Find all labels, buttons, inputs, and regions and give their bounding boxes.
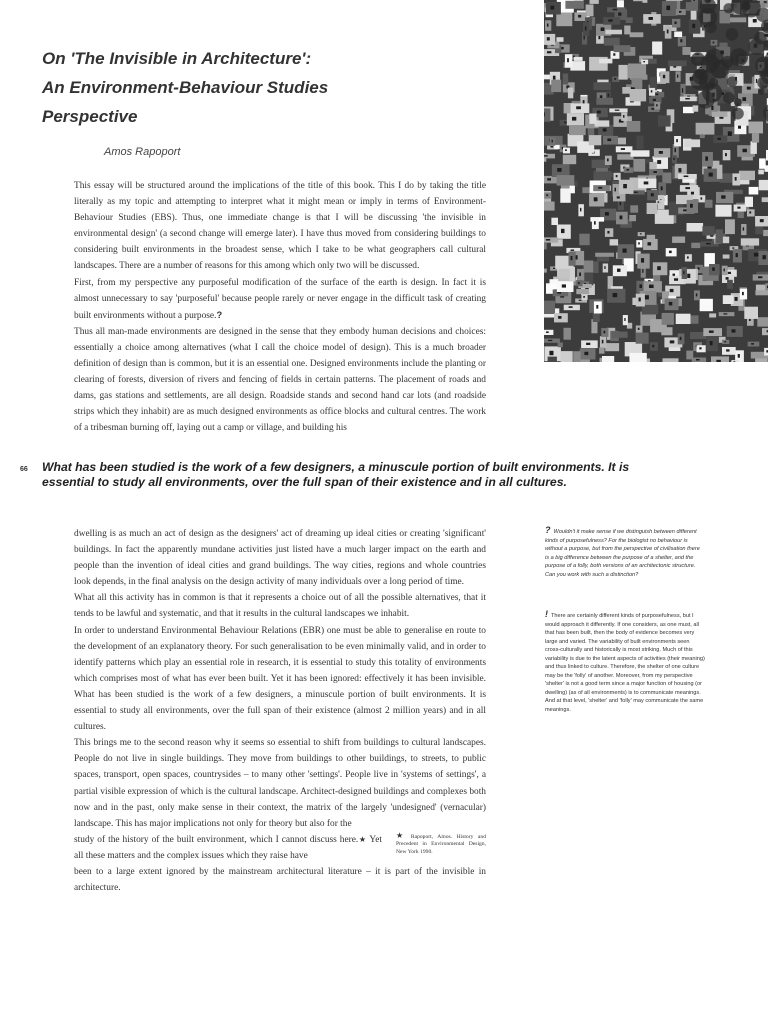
paragraph — [74, 275, 486, 324]
paragraph — [74, 832, 382, 864]
paragraph: Thus all man-made environments are designed in the sense that they embody human decisions and choices: essentially a choice among alternatives (what I call the choice model of design). This is a much broader definition of design than is common, but it is an essential one. Designed environments include the planting or clearing of forests, diversion of rivers and fencing of fields in certain patterns. The placement of roads and dams, gas stations and settlements, are all design. Roadside stands and second hand car lots (and roadside strips which they inhabit) are as much designed environments as office blocks and cultural centres. The work of a tribesman burning off, laying out a camp or village, and building his — [74, 326, 486, 434]
question-mark-glyph: ? — [216, 308, 223, 320]
paragraph: This essay will be structured around the implications of the title of this book. This I do by taking the title literally as my topic and attempting to interpret what it might mean or imply in terms of Environment-Behaviour Studies (EBS). Thus, one immediate change is that I will be discussing 'the invisible in environmental design' (a second change will emerge later). I have thus moved from considering buildings to considering built environments in the broadest sense, which I take to be what geographers call cultural landscapes. There are a number of reasons for this among which only two will be discussed. — [74, 181, 486, 272]
paragraph: This brings me to the second reason why it seems so essential to shift from buildings to cultural landscapes. People do not live in single buildings. They move from buildings to other buildings, to streets, to public spaces, transport, open spaces, countrysides – to many other 'settings'. People live in 'systems of settings', a partial visible expression of which is the cultural landscape. Architect-designed buildings and complexes both now and in the past, only make sense in their context, the matrix of the largely 'undesigned' (vernacular) landscape. This has major implications not only for theory but also for the — [74, 738, 486, 829]
title-line-2: An Environment-Behaviour Studies — [42, 78, 329, 97]
star-icon: ★ — [358, 834, 367, 844]
side-note-text: There are certainly different kinds of purposefulness, but I would approach it differently. If one considers, as one must, all that has been built, then the body of evidence becomes very large and varied. The variability of built environments seen cross-culturally and historically is most striking. Much of this variability is due to the latent aspects of activities (their meaning) and thus linked to culture. Therefore, the shelter of one culture may be the 'folly' of another. Moreover, from my perspective 'shelter' is not a good term since a major function of housing (or dwelling) (as of all environments) is to communicate meanings. And at that level, 'shelter' and 'folly' may communicate the same meanings. — [545, 613, 705, 713]
title-line-3: Perspective — [42, 107, 138, 126]
title-line-1: On 'The Invisible in Architecture': — [42, 49, 312, 68]
side-note-text: Wouldn't it make sense if we distinguish between different kinds of purposefulness? For the biologist no behaviour is without a purpose, but from the perspective of civilisation there is a big difference between the purpose of a shelter, and the purpose of a folly, both versions of an architectonic structure. Can you work with such a distinction? — [545, 529, 700, 578]
paragraph: dwelling is as much an act of design as the designers' act of dreaming up ideal cities or creating 'significant' buildings. In fact the apparently mundane activities just listed have a much larger impact on the earth and people than the invention of ideal cities and grand buildings. The way cities, regions and whole countries look depends, in the final analysis on the design activity of many individuals over a long period of time. — [74, 529, 486, 588]
photo-graphic — [544, 0, 768, 362]
paragraph-text: study of the history of the built environment, which I cannot discuss here. — [74, 834, 359, 845]
article-title — [42, 44, 512, 131]
question-mark-icon: ? — [545, 525, 551, 535]
paragraph: What all this activity has in common is that it represents a choice out of all the possible alternatives, that it tends to be lawful and systematic, and that it results in the cultural landscapes we inhabit. — [74, 593, 486, 620]
author-name: Amos Rapoport — [104, 146, 181, 158]
star-icon: ★ — [396, 830, 407, 840]
hillside-settlement-photo — [544, 0, 768, 362]
side-note-question — [545, 526, 705, 579]
paragraph-text: First, from my perspective any purposeful modification of the surface of the earth is design. In fact it is almost unnecessary to say 'purposeful' because people rarely or never engage in the difficult task of creating built environments without a purpose. — [74, 277, 486, 321]
footnote — [396, 832, 486, 857]
paragraph-text: Yet all these matters and the complex issues which they raise have — [74, 834, 383, 861]
paragraph: In order to understand Environmental Behaviour Relations (EBR) one must be able to generalise en route to the development of an explanatory theory. For such generalisation to be even minimally valid, and in order to identify patterns which play an essential role in research, it is essential to study this totality of environments which comprises most of what has ever been built. Yet it has been ignored: effectively it has been invisible. What has been studied is the work of a few designers, a minuscule portion of built environments. It is essential to study all environments, over the full span of their existence (almost 2 million years) and in all cultures. — [74, 625, 486, 733]
paragraph: been to a large extent ignored by the mainstream architectural literature – it is part of the invisible in architecture. — [74, 866, 486, 894]
footnote-row — [74, 832, 486, 864]
intro-column — [74, 178, 486, 437]
footnote-text: Rapoport, Amos. History and Precedent in Environmental Design, New York 1990. — [396, 833, 486, 855]
page-number: 66 — [20, 466, 28, 473]
exclamation-icon: ! — [545, 609, 548, 619]
pull-quote: What has been studied is the work of a few designers, a minuscule portion of built environments. It is essential to study all environments, over the full span of their existence and in all cultures. — [42, 460, 630, 489]
side-note-answer — [545, 610, 705, 714]
main-column — [74, 526, 486, 896]
